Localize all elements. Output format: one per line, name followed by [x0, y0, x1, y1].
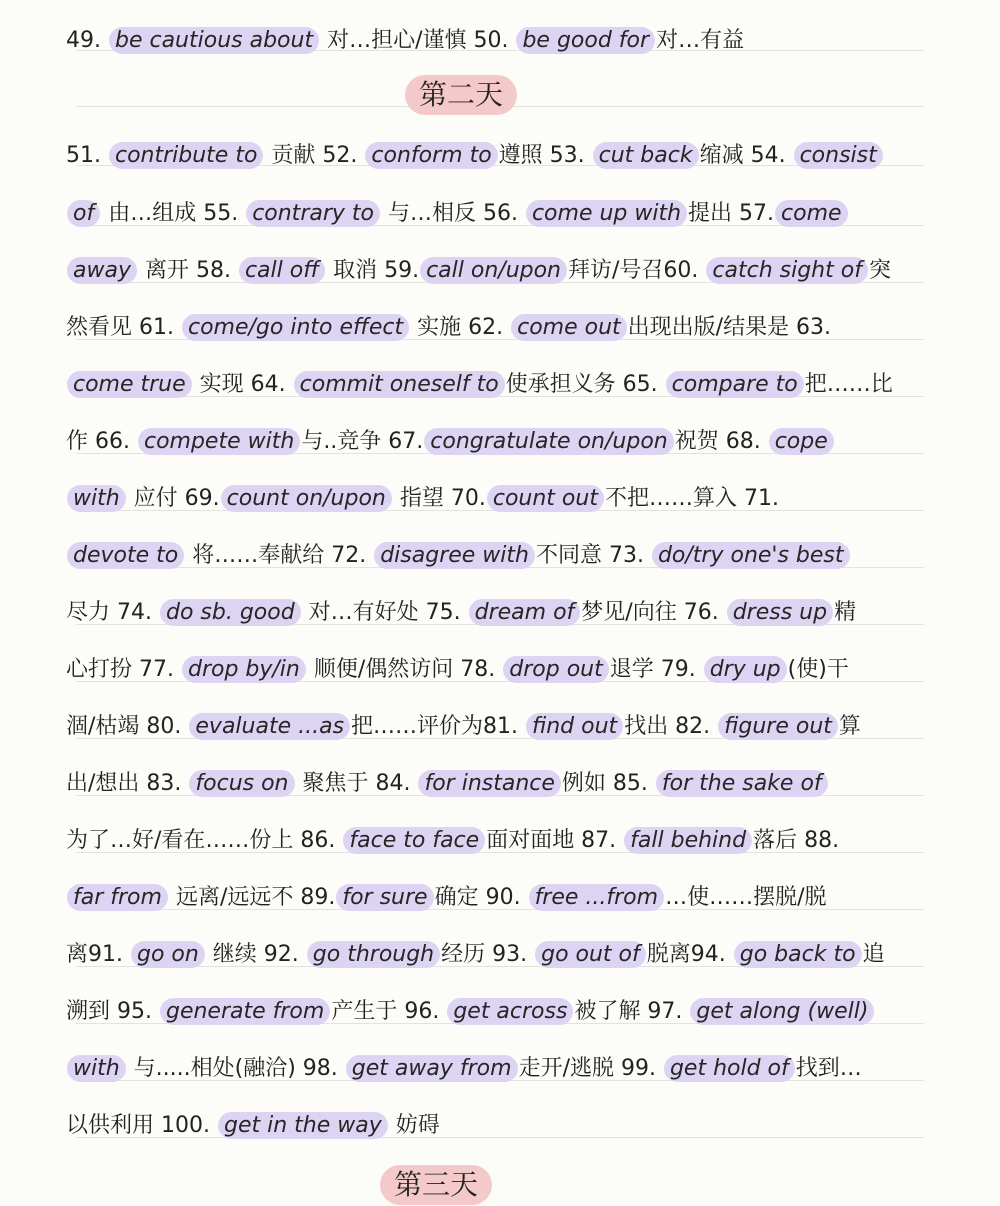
phrase-highlight: do sb. good: [160, 599, 301, 626]
phrase-highlight: commit oneself to: [294, 371, 505, 398]
note-text: 不把……算入 71.: [604, 486, 779, 511]
phrase-highlight: generate from: [160, 998, 330, 1025]
phrase-highlight: away: [67, 257, 137, 284]
note-text: 指望 70.: [392, 486, 486, 511]
phrase-highlight: count on/upon: [221, 485, 392, 512]
note-text: 走开/逃脱 99.: [518, 1056, 663, 1081]
phrase-highlight: catch sight of: [706, 257, 868, 284]
note-line: [66, 653, 936, 687]
note-line: [66, 24, 936, 58]
phrase-highlight: count out: [487, 485, 604, 512]
note-text: 远离/远远不 89.: [168, 885, 336, 910]
note-text: …使……摆脱/脱: [665, 885, 827, 910]
note-text: 涸/枯竭 80.: [66, 714, 189, 739]
phrase-highlight: cut back: [593, 142, 699, 169]
phrase-highlight: be good for: [516, 27, 655, 54]
note-text: 离91.: [66, 942, 130, 967]
phrase-highlight: contrary to: [246, 200, 380, 227]
note-text: 与.....相处(融洽) 98.: [126, 1056, 345, 1081]
note-text: 追: [862, 942, 885, 967]
phrase-highlight: get along (well): [690, 998, 874, 1025]
phrase-highlight: conform to: [365, 142, 497, 169]
phrase-highlight: do/try one's best: [652, 542, 850, 569]
note-text: 妨碍: [388, 1113, 440, 1138]
note-line: [66, 767, 936, 801]
note-line: [66, 139, 936, 173]
note-text: 聚焦于 84.: [295, 771, 418, 796]
phrase-highlight: come/go into effect: [182, 314, 409, 341]
note-text: 与…相反 56.: [380, 201, 525, 226]
note-text: 把……比: [804, 372, 893, 397]
phrase-highlight: for the sake of: [656, 770, 828, 797]
note-text: 溯到 95.: [66, 999, 159, 1024]
note-text: 对…有益: [656, 28, 745, 53]
note-line: [66, 824, 936, 858]
note-text: 例如 85.: [561, 771, 655, 796]
phrase-highlight: get across: [447, 998, 573, 1025]
phrase-highlight: get away from: [346, 1055, 518, 1082]
phrase-highlight: drop out: [503, 656, 608, 683]
phrase-highlight: drop by/in: [182, 656, 306, 683]
phrase-highlight: with: [67, 485, 126, 512]
phrase-highlight: find out: [526, 713, 623, 740]
note-text: 精: [834, 600, 857, 625]
note-text: 算: [838, 714, 861, 739]
day-three-heading: 第三天: [380, 1165, 492, 1205]
note-text: 经历 93.: [441, 942, 535, 967]
note-line: [66, 254, 936, 288]
note-text: 心打扮 77.: [66, 657, 181, 682]
note-text: 为了…好/看在……份上 86.: [66, 828, 343, 853]
phrase-highlight: go on: [131, 941, 205, 968]
note-text: 确定 90.: [434, 885, 528, 910]
phrase-highlight: congratulate on/upon: [424, 428, 673, 455]
note-text: 缩减 54.: [699, 143, 793, 168]
phrase-highlight: of: [67, 200, 100, 227]
note-text: 出现出版/结果是 63.: [627, 315, 832, 340]
note-text: 离开 58.: [137, 258, 238, 283]
note-text: 49.: [66, 28, 108, 53]
note-text: 祝贺 68.: [674, 429, 768, 454]
phrase-highlight: contribute to: [109, 142, 263, 169]
note-line: [66, 197, 936, 231]
note-text: 找出 82.: [624, 714, 718, 739]
note-text: 落后 88.: [753, 828, 840, 853]
note-text: 脱离94.: [646, 942, 733, 967]
phrase-highlight: with: [67, 1055, 126, 1082]
note-line: [66, 1109, 936, 1143]
phrase-highlight: evaluate ...as: [189, 713, 350, 740]
phrase-highlight: figure out: [718, 713, 838, 740]
phrase-highlight: fall behind: [624, 827, 752, 854]
phrase-highlight: focus on: [189, 770, 294, 797]
note-text: 面对面地 87.: [486, 828, 624, 853]
phrase-highlight: go through: [307, 941, 440, 968]
note-text: 以供利用 100.: [66, 1113, 217, 1138]
note-line: [66, 938, 936, 972]
phrase-highlight: call on/upon: [420, 257, 567, 284]
note-text: 对…担心/谨慎 50.: [320, 28, 516, 53]
phrase-highlight: come true: [67, 371, 192, 398]
note-text: 产生于 96.: [331, 999, 447, 1024]
phrase-highlight: dress up: [727, 599, 833, 626]
phrase-highlight: go back to: [734, 941, 862, 968]
note-line: [66, 482, 936, 516]
phrase-highlight: consist: [794, 142, 883, 169]
phrase-highlight: go out of: [535, 941, 646, 968]
day-two-heading: 第二天: [405, 75, 517, 115]
note-line: [66, 539, 936, 573]
phrase-highlight: for instance: [418, 770, 560, 797]
note-text: 51.: [66, 143, 108, 168]
note-text: 应付 69.: [126, 486, 220, 511]
note-line: [66, 596, 936, 630]
note-line: [66, 311, 936, 345]
phrase-highlight: disagree with: [374, 542, 535, 569]
note-line: [66, 1052, 936, 1086]
note-line: [66, 368, 936, 402]
note-line: [66, 995, 936, 1029]
note-text: 继续 92.: [205, 942, 306, 967]
note-text: 提出 57.: [688, 201, 775, 226]
note-line: [66, 881, 936, 915]
phrase-highlight: come up with: [526, 200, 687, 227]
note-text: 拜访/号召60.: [568, 258, 706, 283]
note-line: [66, 425, 936, 459]
note-text: 遵照 53.: [498, 143, 592, 168]
phrase-highlight: for sure: [336, 884, 433, 911]
phrase-highlight: get in the way: [218, 1112, 388, 1139]
note-text: 尽力 74.: [66, 600, 159, 625]
phrase-highlight: face to face: [343, 827, 485, 854]
note-text: 退学 79.: [609, 657, 703, 682]
note-text: 然看见 61.: [66, 315, 181, 340]
note-text: 被了解 97.: [574, 999, 690, 1024]
note-text: 贡献 52.: [264, 143, 365, 168]
phrase-highlight: be cautious about: [109, 27, 319, 54]
note-line: [66, 710, 936, 744]
note-text: 实现 64.: [192, 372, 293, 397]
phrase-highlight: free ...from: [529, 884, 665, 911]
note-text: 梦见/向往 76.: [581, 600, 726, 625]
note-text: 由…组成 55.: [101, 201, 246, 226]
note-text: 不同意 73.: [535, 543, 651, 568]
phrase-highlight: come out: [511, 314, 627, 341]
note-text: 顺便/偶然访问 78.: [306, 657, 503, 682]
phrase-highlight: get hold of: [664, 1055, 795, 1082]
phrase-highlight: far from: [67, 884, 168, 911]
phrase-highlight: dream of: [469, 599, 581, 626]
phrase-highlight: compare to: [666, 371, 804, 398]
note-text: 突: [868, 258, 891, 283]
note-text: 实施 62.: [410, 315, 511, 340]
note-text: (使)干: [787, 657, 849, 682]
note-text: 将……奉献给 72.: [185, 543, 374, 568]
phrase-highlight: come: [775, 200, 848, 227]
note-text: 取消 59.: [326, 258, 420, 283]
note-text: 与..竞争 67.: [301, 429, 424, 454]
phrase-highlight: call off: [239, 257, 325, 284]
note-text: 对…有好处 75.: [301, 600, 468, 625]
phrase-highlight: cope: [769, 428, 834, 455]
note-text: 把……评价为81.: [351, 714, 526, 739]
note-text: 作 66.: [66, 429, 137, 454]
note-text: 找到…: [795, 1056, 862, 1081]
note-text: 出/想出 83.: [66, 771, 189, 796]
note-text: 使承担义务 65.: [505, 372, 665, 397]
phrase-highlight: devote to: [67, 542, 184, 569]
phrase-highlight: dry up: [704, 656, 787, 683]
phrase-highlight: compete with: [138, 428, 300, 455]
